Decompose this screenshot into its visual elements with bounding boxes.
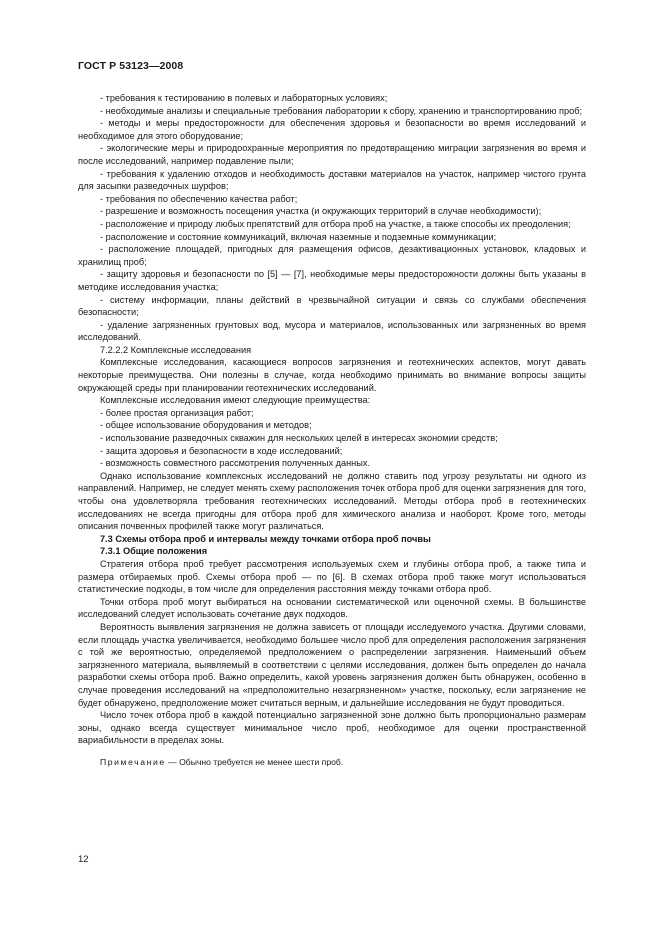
document-body — [78, 92, 586, 768]
paragraph: Комплексные исследования имеют следующие преимущества: — [100, 395, 371, 406]
note — [78, 756, 586, 769]
subsection-heading: 7.2.2.2 Комплексные исследования — [100, 344, 252, 355]
list-item: - необходимые анализы и специальные требования лаборатории к сбору, хранению и транспортированию проб; — [100, 105, 583, 116]
list-item: - удаление загрязненных грунтовых вод, мусора и материалов, использованных или загрязненных во время исследований. — [78, 319, 586, 343]
list-item: - разрешение и возможность посещения участка (и окружающих территорий в случае необходимости); — [100, 206, 542, 217]
paragraph: Точки отбора проб могут выбираться на основании систематической или оценочной схемы. В большинстве исследований следует использовать сочетание двух подходов. — [78, 596, 586, 620]
paragraph: Число точек отбора проб в каждой потенциально загрязненной зоне должно быть пропорционально размерам зоны, однако всегда существует минимальное число проб, необходимое для оценки пространственной вариабильности в пределах зоны. — [78, 710, 586, 746]
subsection-heading: 7.3.1 Общие положения — [100, 546, 208, 557]
list-item: - требования по обеспечению качества работ; — [100, 193, 298, 204]
list-item: - экологические меры и природоохранные мероприятия по предотвращению миграции загрязнения во время и после исследований, например подавление пыли; — [78, 143, 586, 166]
list-item: - расположение и состояние коммуникаций, включая наземные и подземные коммуникации; — [100, 231, 497, 242]
section-heading: 7.3 Схемы отбора проб и интервалы между точками отбора проб почвы — [100, 533, 431, 544]
list-item: - методы и меры предосторожности для обеспечения здоровья и безопасности во время исследований и необходимое для этого оборудование; — [78, 118, 586, 141]
page-number: 12 — [78, 854, 89, 865]
list-item: - требования к тестированию в полевых и лабораторных условиях; — [100, 93, 388, 103]
list-item: - использование разведочных скважин для нескольких целей в интересах экономии средств; — [100, 433, 498, 444]
paragraph: Стратегия отбора проб требует рассмотрения используемых схем и глубины отбора проб, а также типа и размера отбираемых проб. Схемы отбора проб — по [6]. В схемах отбора проб также могут использоваться статистические подходы, в том числе для определения расстояния между точками отбора проб. — [78, 558, 586, 595]
list-item: - возможность совместного рассмотрения полученных данных. — [100, 458, 370, 469]
list-item: - защита здоровья и безопасности в ходе исследований; — [100, 445, 343, 456]
list-item: - защиту здоровья и безопасности по [5] — [7], необходимые меры предосторожности должны быть указаны в методике исследования участка; — [78, 269, 586, 292]
paragraph: Однако использование комплексных исследований не должно ставить под угрозу результаты ни одного из направлений. Например, не следует менять схему расположения точек отбора проб для оценки загрязнения для того, чтобы она удовлетворяла требования геотехнических исследований. Методы отбора проб в геотехнических исследованиях не всегда пригодны для отбора проб для химического анализа и наоборот. Кроме того, методы описания почвенных профилей также могут различаться. — [78, 470, 586, 532]
note-text: — Обычно требуется не менее шести проб. — [168, 756, 344, 767]
document-number: ГОСТ Р 53123—2008 — [78, 60, 184, 72]
list-item: - более простая организация работ; — [100, 407, 254, 418]
note-label: Примечание — [100, 756, 166, 767]
list-item: - общее использование оборудования и методов; — [100, 420, 312, 431]
list-item: - расположение площадей, пригодных для размещения офисов, дезактивационных установок, кладовых и хранилищ проб; — [78, 244, 586, 267]
list-item: - систему информации, планы действий в чрезвычайной ситуации и связь со службами обеспечения безопасности; — [78, 294, 586, 318]
paragraph: Комплексные исследования, касающиеся вопросов загрязнения и геотехнических аспектов, могут давать некоторые преимущества. Они полезны в случае, когда необходимо принимать во внимание вопросы защиты окружающей среды при планировании геотехнических исследований. — [78, 357, 586, 393]
list-item: - требования к удалению отходов и необходимость доставки материалов на участок, например чистого грунта для засыпки разведочных шурфов; — [78, 168, 586, 192]
list-item: - расположение и природу любых препятствий для отбора проб на участке, а также способы их преодоления; — [100, 218, 571, 229]
paragraph: Вероятность выявления загрязнения не должна зависеть от площади исследуемого участка. Другими словами, если площадь участка увеличивается, необходимо большее число проб для определения расположения загрязнения с той же вероятностью, определяемой предположением о распределении загрязнения. Наименьший объем загрязненного материала, выявляемый в соответствии с целями исследования, должен быть определен до начала разработки схемы отбора проб. Важно определить, какой уровень загрязнения должен быть обнаружен, особенно в случае проведения исследований на «предположительно незагрязненном» участке, поскольку, если загрязнение не будет обнаружено, предположение может считаться верным, и дальнейшие исследования не будут проводиться. — [78, 621, 586, 708]
